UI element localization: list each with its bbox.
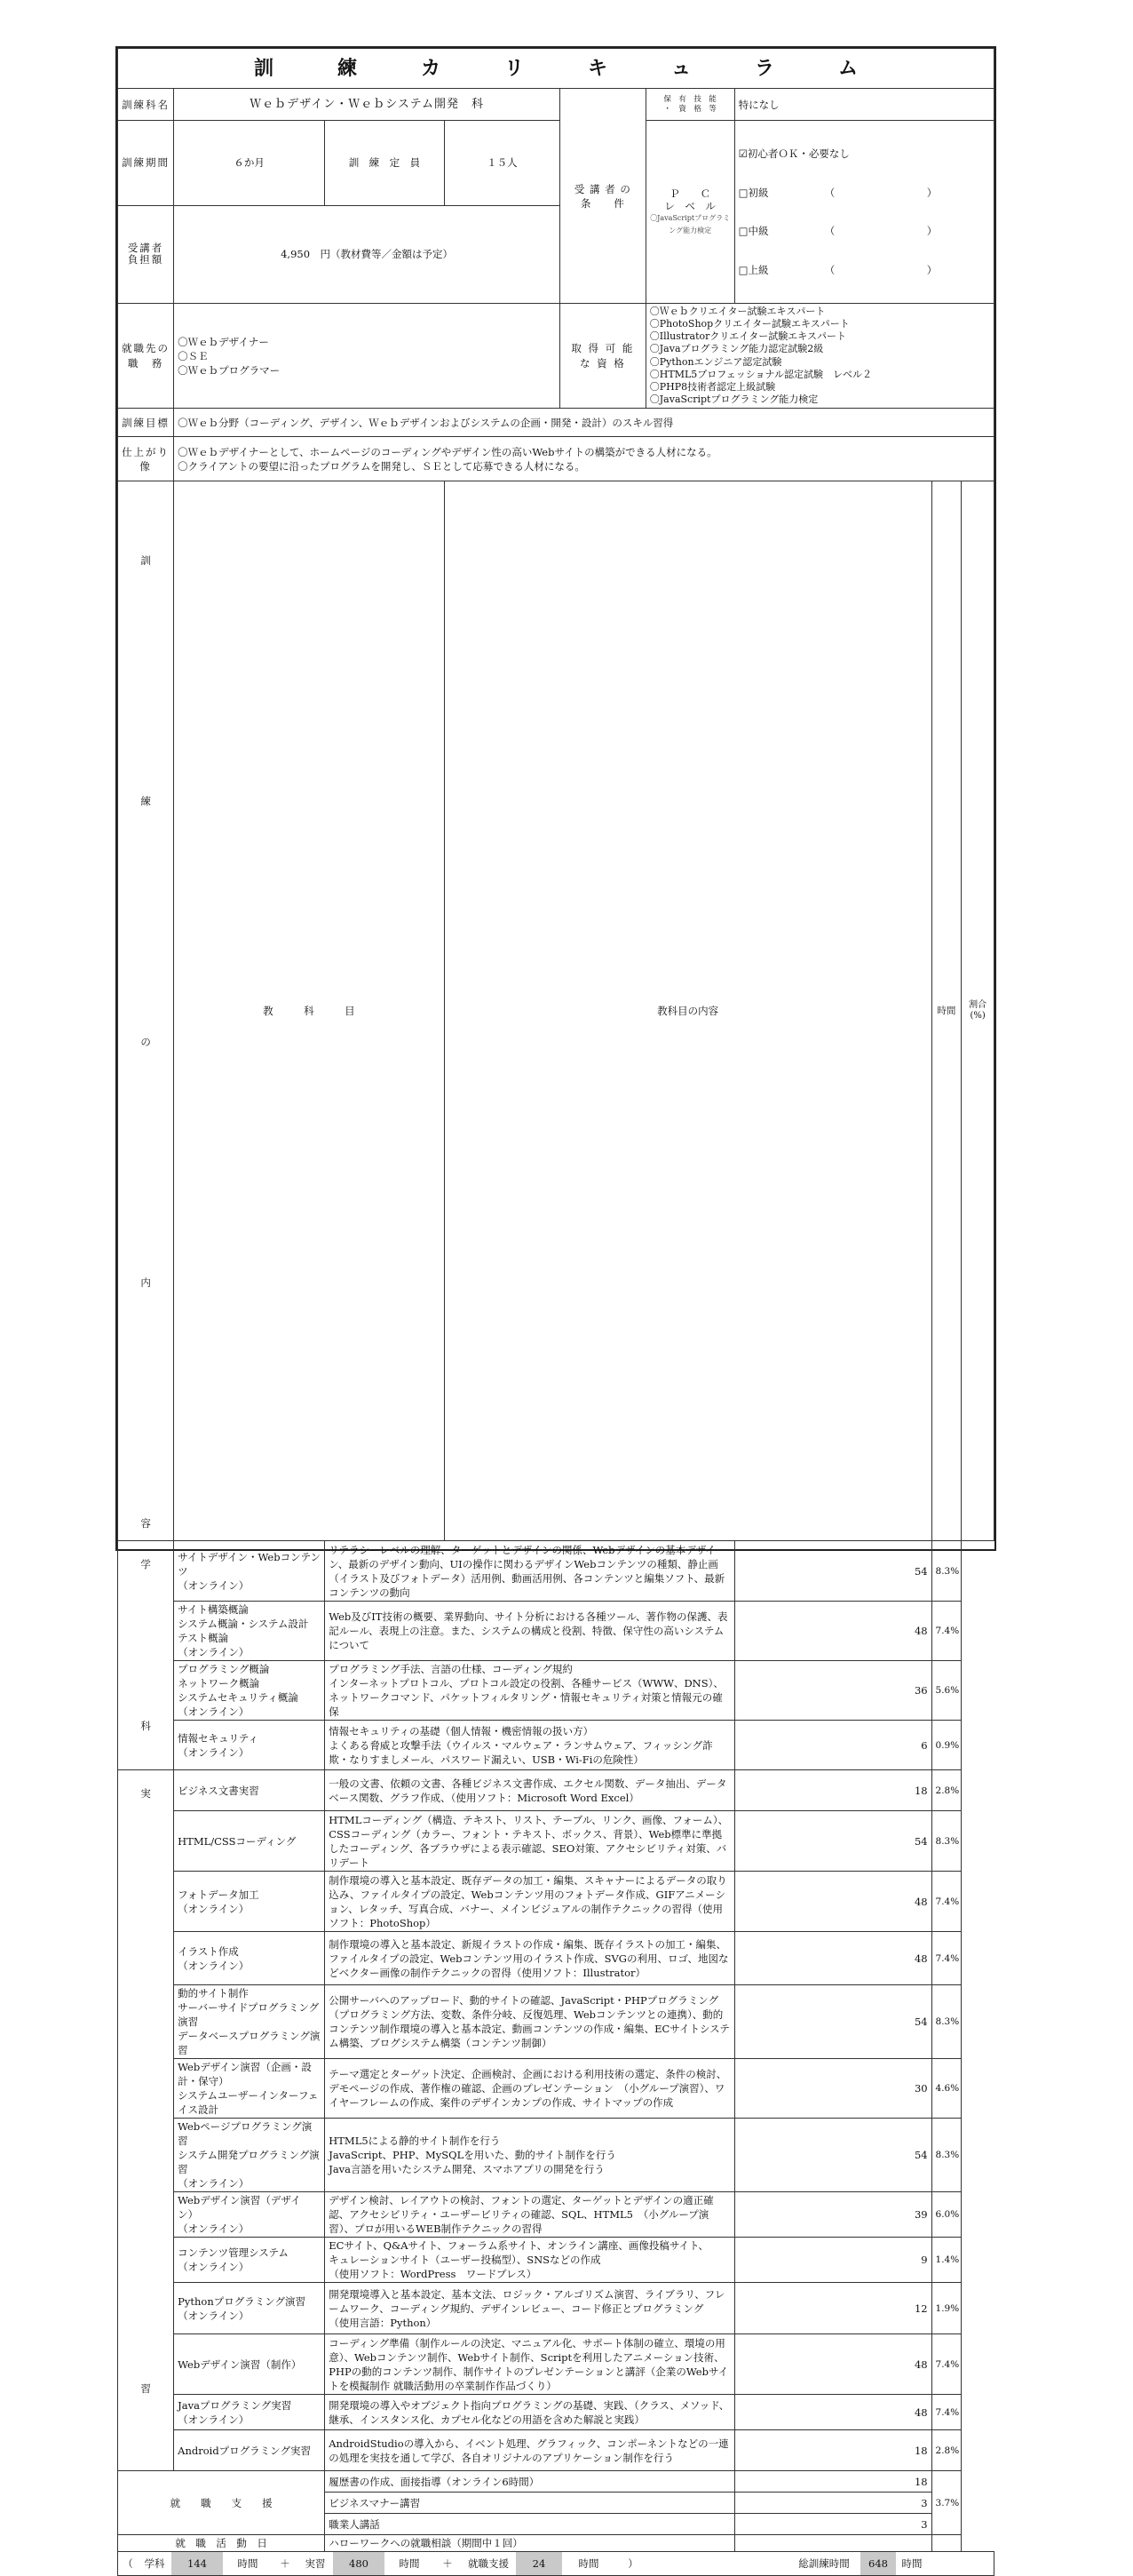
subject-content: 公開サーバへのアップロード、動的サイトの確認、JavaScript・PHPプログラミング（プログラミング方法、変数、条件分岐、反復処理、Webコンテンツとの連携）、動的コンテンツ制作環境の導入と基本設定、動画コンテンツの作成・編集、ECサイトシステム構築、ブログシステム構築（コンテンツ制御） (325, 1985, 734, 2059)
curriculum-table (117, 48, 994, 2576)
goal-label: 訓練目標 (118, 409, 174, 437)
finish-line: 〇Ｗｅｂデザイナーとして、ホームページのコーディングやデザイン性の高いWebサイトの構築ができる人材になる。 (178, 445, 717, 458)
jobs-list (174, 304, 560, 409)
subject-content: プログラミング手法、言語の仕様、コーディング規約 インターネットプロトコル、プロトコル設定の役割、各種サービス（WWW、DNS）、ネットワークコマンド、パケットフィルタリング・情報セキュリティ対策と情報元の確保 (325, 1661, 734, 1721)
side-label-char: 科 (140, 1720, 151, 1732)
subject-content: デザイン検討、レイアウトの検討、フォントの選定、ターゲットとデザインの適正確認、アクセシビリティ・ユーザービリティの確認、SQL、HTML5 （小グループ演習）、プロが用いるWEB制作テクニックの習得 (325, 2192, 734, 2238)
certs-label: 取 得 可 能 な 資 格 (560, 304, 646, 409)
subject-content: AndroidStudioの導入から、イベント処理、グラフィック、コンポーネントなどの一連の処理を実技を通して学び、各自オリジナルのアプリケーション制作を行う (325, 2430, 734, 2471)
subject-content: HTML5による静的サイト制作を行う JavaScript、PHP、MySQLを用いた、動的サイト制作を行う Java言語を用いたシステム開発、スマホアプリの開発を行う (325, 2119, 734, 2192)
title-char: 訓 (253, 57, 273, 80)
subject-ratio: 8.3% (931, 1811, 962, 1872)
table-row (118, 1985, 994, 2059)
totals-jisshu-hours: 480 (333, 2552, 384, 2575)
subject-hours: 48 (734, 1872, 931, 1932)
table-row (118, 1770, 994, 1811)
subject-content: 開発環境の導入やオブジェクト指向プログラミングの基礎、実践、（クラス、メソッド、継承、インスタンス化、カプセル化などの用語を含めた解説と実践） (325, 2395, 734, 2430)
totals-total-label: 総訓練時間 (798, 2557, 850, 2570)
outer-label-char: 容 (140, 1517, 151, 1530)
support-hours: 18 (734, 2471, 931, 2493)
table-row (118, 2395, 994, 2430)
subject-hours: 39 (734, 2192, 931, 2238)
totals-plus: ＋ (280, 2557, 290, 2570)
support-hours: 3 (734, 2514, 931, 2535)
pc-levels (734, 121, 994, 304)
totals-total-hours: 648 (860, 2552, 896, 2575)
subject-ratio: 7.4% (931, 2334, 962, 2395)
ratio-header: 割合 (%) (962, 481, 994, 1541)
activity-content: ハローワークへの就職相談（期間中１回） (325, 2535, 734, 2552)
cert-item: 〇PHP8技術者認定上級試験 (649, 380, 776, 393)
qualification-value: 特になし (734, 89, 994, 121)
totals-spacer (651, 2552, 788, 2575)
subject-name: プログラミング概論 ネットワーク概論 システムセキュリティ概論 （オンライン） (174, 1661, 325, 1721)
period-label: 訓練期間 (118, 121, 174, 206)
title-char: キ (588, 57, 608, 80)
subject-name: ビジネス文書実習 (174, 1770, 325, 1811)
subject-hours: 9 (734, 2238, 931, 2283)
jobs-label: 就職先の 職 務 (118, 304, 174, 409)
subject-hours: 54 (734, 1541, 931, 1602)
subject-hours: 54 (734, 1985, 931, 2059)
subject-ratio: 1.4% (931, 2238, 962, 2283)
table-row (118, 1541, 994, 1602)
subject-ratio: 1.9% (931, 2283, 962, 2334)
goal-value: 〇Ｗｅｂ分野（コーディング、デザイン、Ｗｅｂデザインおよびシステムの企画・開発・設計）のスキル習得 (174, 409, 994, 437)
totals-hours-unit: 時間 (578, 2557, 599, 2570)
subject-content: 情報セキュリティの基礎（個人情報・機密情報の扱い方） よくある脅威と攻撃手法（ウイルス・マルウェア・ランサムウェア、フィッシング詐欺・なりすましメール、パスワード漏えい、USB・Wi-Fiの危険性） (325, 1721, 734, 1770)
page-title (118, 49, 994, 89)
job-item: 〇Ｗｅｂプログラマー (178, 363, 281, 377)
title-char: リ (503, 57, 524, 80)
cert-item: 〇HTML5プロフェッショナル認定試験 レベル２ (649, 368, 872, 380)
finish-label: 仕上がり像 (118, 437, 174, 481)
category-label (118, 1541, 174, 1770)
subject-content: 制作環境の導入と基本設定、新規イラストの作成・編集、既存イラストの加工・編集、ファイルタイプの設定、Webコンテンツ用のイラスト作成、SVGの利用、ロゴ、地図などベクター画像の制作テクニックの習得（使用ソフト：Illustrator） (325, 1932, 734, 1985)
side-label-char: 実 (140, 1787, 151, 1800)
table-row (118, 2059, 994, 2119)
totals-open-paren: （ (123, 2557, 133, 2570)
subject-ratio: 6.0% (931, 2192, 962, 2238)
subject-ratio: 2.8% (931, 1770, 962, 1811)
subject-hours: 54 (734, 1811, 931, 1872)
title-char: ム (838, 57, 859, 80)
period-value: ６か月 (174, 121, 325, 206)
pc-level-note: 〇JavaScriptプログラミング能力検定 (650, 213, 731, 235)
subject-content: HTMLコーディング（構造、テキスト、リスト、テーブル、リンク、画像、フォーム）、CSSコーディング（カラー、フォント・テキスト、ボックス、背景）、Web標準に準拠したコーディング、各ブラウザによる表示確認、SEO対策、アクセシビリティ対策、バリデート (325, 1811, 734, 1872)
subject-ratio: 2.8% (931, 2430, 962, 2471)
support-row (118, 2471, 994, 2493)
cert-item: 〇JavaScriptプログラミング能力検定 (649, 394, 819, 406)
subject-content: 制作環境の導入と基本設定、既存データの加工・編集、スキャナーによるデータの取り込み、ファイルタイプの設定、Webコンテンツ用のフォトデータ作成、GIFアニメーション、レタッチ、写真合成、バナー、メインビジュアルの制作テクニックの習得（使用ソフト：PhotoShop） (325, 1872, 734, 1932)
subject-content: テーマ選定とターゲット決定、企画検討、企画における利用技術の選定、条件の検討、デモページの作成、著作権の確認、企画のプレゼンテーション （小グループ演習）、ワイヤーフレームの作成、案件のデザインカンプの作成、サイトマップの作成 (325, 2059, 734, 2119)
course-label: 訓練科名 (118, 89, 174, 121)
side-label-stack (118, 1770, 173, 2428)
table-row (118, 1602, 994, 1661)
capacity-value: １５人 (444, 121, 559, 206)
activity-hours-empty (734, 2535, 931, 2552)
subject-name: サイトデザイン・Webコンテンツ （オンライン） (174, 1541, 325, 1602)
table-row (118, 1661, 994, 1721)
subject-name: Webデザイン演習（デザイン） （オンライン） (174, 2192, 325, 2238)
subject-content: Web及びIT技術の概要、業界動向、サイト分析における各種ツール、著作物の保護、表記ルール、表現上の注意。また、システムの構成と役割、特徴、保守性の高いシステムについて (325, 1602, 734, 1661)
job-item: 〇ＳＥ (178, 349, 209, 362)
certs-list (646, 304, 994, 409)
title-char: カ (420, 57, 440, 80)
category-label (118, 1770, 174, 2471)
title-row (118, 49, 994, 89)
outer-label-char: 練 (140, 795, 151, 807)
subject-name: Webデザイン演習（企画・設計・保守） システムユーザーインターフェイス設計 (174, 2059, 325, 2119)
activity-row (118, 2535, 994, 2552)
subject-content: リテラシーレベルの理解、ターゲットとデザインの関係、Webデザインの基本デザイン、最新のデザイン動向、UIの操作に関わるデザインWebコンテンツの種類、静止画（イラスト及びフォトデータ）活用例、動画活用例、各コンテンツと編集ソフト、最新コンテンツの動向 (325, 1541, 734, 1602)
subject-hours: 18 (734, 1770, 931, 1811)
totals-support-label: 就職支援 (468, 2557, 509, 2570)
pc-level-item: □初級 （ ） (738, 186, 938, 199)
cert-item: 〇Ｗｅｂクリエイター試験エキスパート (649, 305, 826, 317)
subject-header: 教 科 目 (174, 481, 445, 1541)
title-char: ュ (671, 57, 692, 80)
subject-name: Javaプログラミング実習 （オンライン） (174, 2395, 325, 2430)
cert-item: 〇Illustratorクリエイター試験エキスパート (649, 330, 846, 343)
support-content: 職業人講話 (325, 2514, 734, 2535)
subject-hours: 48 (734, 1602, 931, 1661)
side-label-char: 習 (140, 2382, 151, 2395)
table-row (118, 1872, 994, 1932)
activity-label: 就 職 活 動 日 (118, 2535, 325, 2552)
subject-hours: 48 (734, 2334, 931, 2395)
course-name: Ｗｅｂデザイン・Ｗｅｂシステム開発 科 (174, 89, 560, 121)
subject-ratio: 7.4% (931, 1932, 962, 1985)
subject-name: Webデザイン演習（制作） (174, 2334, 325, 2395)
job-item: 〇Ｗｅｂデザイナー (178, 335, 269, 348)
subject-name: Androidプログラミング実習 (174, 2430, 325, 2471)
outer-label-char: 内 (140, 1276, 151, 1289)
title-char: ラ (755, 57, 775, 80)
totals-gakka-label: 学科 (144, 2557, 165, 2570)
table-row (118, 2430, 994, 2471)
subject-name: フォトデータ加工 （オンライン） (174, 1872, 325, 1932)
subject-name: 情報セキュリティ （オンライン） (174, 1721, 325, 1770)
totals-jisshu-label: 実習 (305, 2557, 326, 2570)
pc-level-item: □上級 （ ） (738, 263, 938, 276)
table-row (118, 1811, 994, 1872)
subject-ratio: 4.6% (931, 2059, 962, 2119)
cert-item: 〇Javaプログラミング能力認定試験2級 (649, 343, 824, 355)
pc-level-label: Ｐ Ｃ レ ベ ル (664, 187, 716, 212)
curriculum-sheet (115, 46, 996, 2570)
totals-hours-unit: 時間 (901, 2557, 923, 2570)
content-header: 教科目の内容 (444, 481, 931, 1541)
pc-level-cell (646, 121, 734, 304)
table-row (118, 2283, 994, 2334)
subject-ratio: 8.3% (931, 2119, 962, 2192)
subject-content: 一般の文書、依頼の文書、各種ビジネス文書作成、エクセル関数、データ抽出、データベース関数、グラフ作成、（使用ソフト：Microsoft Word Excel） (325, 1770, 734, 1811)
side-label-stack (118, 1541, 173, 1765)
pc-level-item: □中級 （ ） (738, 225, 938, 237)
training-content-label (118, 481, 174, 1541)
outer-label-char: の (140, 1036, 151, 1048)
support-content: ビジネスマナー講習 (325, 2493, 734, 2514)
table-row (118, 1932, 994, 1985)
cert-item: 〇PhotoShopクリエイター試験エキスパート (649, 317, 850, 330)
totals-gakka-hours: 144 (171, 2552, 223, 2575)
subject-name: イラスト作成 （オンライン） (174, 1932, 325, 1985)
subject-content: ECサイト、Q&Aサイト、フォーラム系サイト、オンライン講座、画像投稿サイト、 キュレーションサイト（ユーザー投稿型）、SNSなどの作成 （使用ソフト：WordPress ワードプレス） (325, 2238, 734, 2283)
hours-header: 時間 (931, 481, 962, 1541)
subject-name: Pythonプログラミング演習 （オンライン） (174, 2283, 325, 2334)
totals-hours-unit: 時間 (399, 2557, 420, 2570)
totals-hours-unit: 時間 (237, 2557, 258, 2570)
subject-name: Webページプログラミング演習 システム開発プログラミング演習 （オンライン） (174, 2119, 325, 2192)
finish-value (174, 437, 994, 481)
subject-ratio: 7.4% (931, 1602, 962, 1661)
subject-ratio: 8.3% (931, 1541, 962, 1602)
subject-ratio: 7.4% (931, 1872, 962, 1932)
activity-ratio-empty (931, 2535, 962, 2552)
pc-level-item: ☑初心者ＯＫ・必要なし (738, 147, 850, 160)
support-ratio: 3.7% (931, 2471, 962, 2535)
support-content: 履歴書の作成、面接指導（オンライン6時間） (325, 2471, 734, 2493)
subject-ratio: 7.4% (931, 2395, 962, 2430)
subject-content: コーディング準備（制作ルールの決定、マニュアル化、サポート体制の確立、環境の用意）、Webコンテンツ制作、Webサイト制作、Scriptを利用したアニメーション技術、PHPの動的コンテンツ制作、制作サイトのプレゼンテーションと講評（企業のWebサイトを模擬制作 就職活動用の卒業制作作品づくり） (325, 2334, 734, 2395)
subject-name: サイト構築概論 システム概論・システム設計 テスト概論 （オンライン） (174, 1602, 325, 1661)
table-row (118, 2192, 994, 2238)
capacity-label: 訓 練 定 員 (325, 121, 444, 206)
subject-hours: 48 (734, 1932, 931, 1985)
side-label-char: 学 (140, 1558, 151, 1570)
subject-hours: 18 (734, 2430, 931, 2471)
subject-hours: 54 (734, 2119, 931, 2192)
totals-plus: ＋ (442, 2557, 453, 2570)
table-row (118, 1721, 994, 1770)
requirement-label: 受 講 者 の 条 件 (560, 89, 646, 304)
outer-label-char: 訓 (140, 554, 151, 567)
subject-hours: 6 (734, 1721, 931, 1770)
subject-hours: 48 (734, 2395, 931, 2430)
finish-line: 〇クライアントの要望に沿ったプログラムを開発し、ＳＥとして応募できる人材になる。 (178, 459, 585, 473)
qualification-label: 保 有 技 能 ・ 資 格 等 (646, 89, 734, 121)
subject-hours: 36 (734, 1661, 931, 1721)
support-hours: 3 (734, 2493, 931, 2514)
subject-ratio: 8.3% (931, 1985, 962, 2059)
totals-bar (118, 2552, 994, 2575)
subject-name: コンテンツ管理システム （オンライン） (174, 2238, 325, 2283)
support-label: 就 職 支 援 (118, 2471, 325, 2535)
table-row (118, 2334, 994, 2395)
subject-name: HTML/CSSコーディング (174, 1811, 325, 1872)
subject-hours: 30 (734, 2059, 931, 2119)
subject-ratio: 0.9% (931, 1721, 962, 1770)
subject-hours: 12 (734, 2283, 931, 2334)
outer-label-stack (122, 482, 170, 1539)
cost-label: 受講者 負担額 (118, 205, 174, 303)
table-row (118, 2119, 994, 2192)
table-row (118, 2238, 994, 2283)
title-char: 練 (337, 57, 357, 80)
totals-cell (118, 2552, 994, 2576)
totals-row (118, 2552, 994, 2576)
totals-close-paren: ） (628, 2557, 638, 2570)
cost-value: 4,950 円（教材費等／金額は予定） (174, 205, 560, 303)
subject-content: 開発環境導入と基本設定、基本文法、ロジック・アルゴリズム演習、ライブラリ、フレームワーク、コーディング規約、デザインレビュー、コード修正とプログラミング （使用言語：Python） (325, 2283, 734, 2334)
subject-name: 動的サイト制作 サーバーサイドプログラミング演習 データベースプログラミング演習 (174, 1985, 325, 2059)
totals-support-hours: 24 (516, 2552, 562, 2575)
cert-item: 〇Pythonエンジニア認定試験 (649, 355, 782, 368)
subject-ratio: 5.6% (931, 1661, 962, 1721)
